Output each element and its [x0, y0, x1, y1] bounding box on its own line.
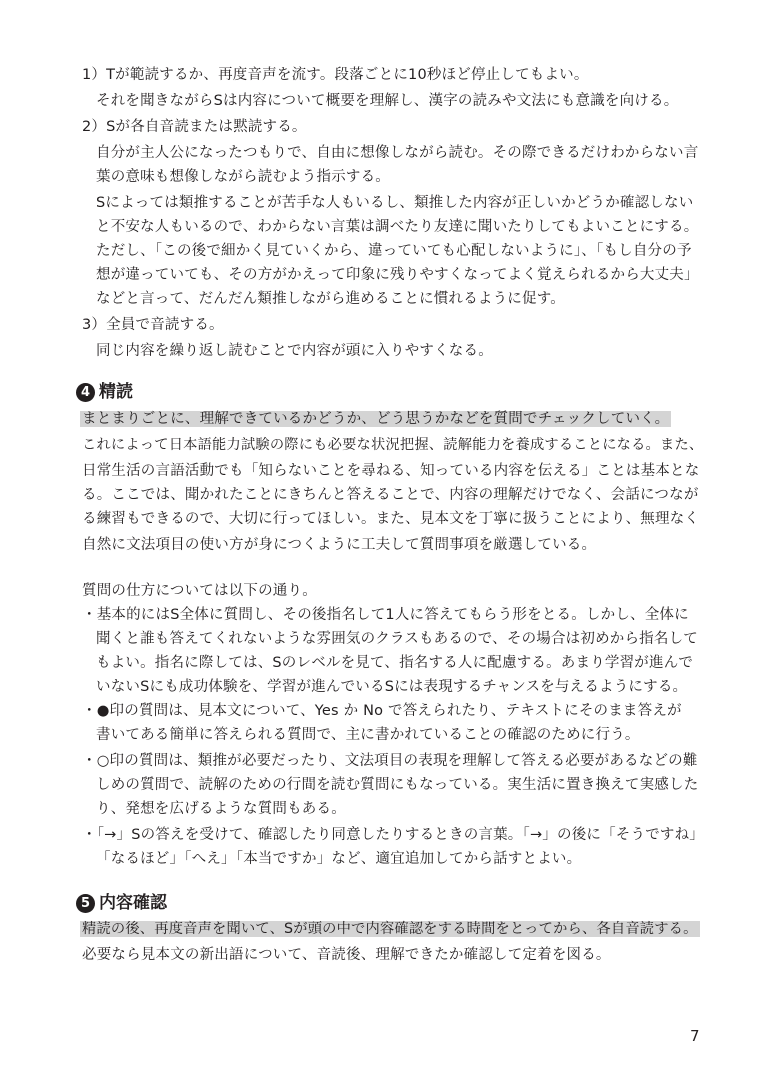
step3-detail: 同じ内容を繰り返し読むことで内容が頭に入りやすくなる。	[96, 343, 493, 359]
section4-highlight-line	[80, 408, 671, 430]
section5-highlight-line	[80, 918, 700, 940]
section4-title: 精読	[99, 382, 133, 402]
bullet3-line-1: ・○印の質問は、類推が必要だったり、文法項目の表現を理解して答える必要があるなどの難	[82, 753, 698, 769]
step2-detail-5: ただし、「この後で細かく見ていくから、違っていても心配しないように」、「もし自分の予	[96, 243, 692, 259]
section4-para-line-4: る練習もできるので、大切に行ってほしい。また、見本文を丁寧に扱うことにより、無理なく	[82, 511, 700, 527]
bullet2-line-2: 書いてある簡単に答えられる質問で、主に書かれていることの確認のために行う。	[96, 727, 640, 743]
section4-highlight: まとまりごとに、理解できているかどうか、どう思うかなどを質問でチェックしていく。	[82, 411, 670, 427]
section4-number-badge: 4	[76, 383, 95, 402]
section4-para-line-5: 自然に文法項目の使い方が身につくように工夫して質問事項を厳選している。	[82, 537, 597, 553]
section4-para-line-3: る。ここでは、聞かれたことにきちんと答えることで、内容の理解だけでなく、会話につなが	[82, 487, 699, 503]
section5-highlight: 精読の後、再度音声を聞いて、Sが頭の中で内容確認をする時間をとってから、各自音読する。	[82, 921, 698, 937]
step1-line: 1）Tが範読するか、再度音声を流す。段落ごとに10秒ほど停止してもよい。	[82, 67, 589, 83]
section5-number-badge: 5	[76, 894, 95, 913]
section5-para-line-1: 必要なら見本文の新出語について、音読後、理解できたか確認して定着を図る。	[82, 947, 611, 963]
page-number: 7	[690, 1027, 700, 1045]
bullet1-line-3: もよい。指名に際しては、Sのレベルを見て、指名する人に配慮する。あまり学習が進んで	[96, 655, 694, 671]
step2-line: 2）Sが各自音読または黙読する。	[82, 119, 307, 135]
step2-detail-7: などと言って、だんだん類推しながら進めることに慣れるように促す。	[96, 291, 565, 307]
step2-detail-6: 想が違っていても、その方がかえって印象に残りやすくなってよく覚えられるから大丈夫」	[96, 267, 699, 283]
bullet1-line-2: 聞くと誰も答えてくれないような雰囲気のクラスもあるので、その場合は初めから指名して	[96, 631, 698, 647]
bullet3-line-3: り、発想を広げるような質問もある。	[96, 801, 346, 817]
bullet3-line-2: しめの質問で、読解のための行間を読む質問にもなっている。実生活に置き換えて実感した	[96, 777, 699, 793]
section5-heading	[76, 892, 167, 914]
step2-detail-2: 葉の意味も想像しながら読むよう指示する。	[96, 169, 390, 185]
section4-heading	[76, 381, 133, 403]
bullet1-line-4: いないSにも成功体験を、学習が進んでいるSには表現するチャンスを与えるようにする。	[96, 679, 688, 695]
section4-para-line-1: これによって日本語能力試験の際にも必要な状況把握、読解能力を養成することになる。また、	[82, 437, 704, 453]
bullet2-line-1: ・●印の質問は、見本文について、Yes か No で答えられたり、テキストにそのまま答えが	[82, 703, 682, 719]
question-method-intro: 質問の仕方については以下の通り。	[82, 583, 317, 599]
bullet1-line-1: ・基本的にはS全体に質問し、その後指名して1人に答えてもらう形をとる。しかし、全体に	[82, 607, 689, 623]
section4-para-line-2: 日常生活の言語活動でも「知らないことを尋ねる、知っている内容を伝える」ことは基本とな	[82, 463, 700, 479]
step1-detail: それを聞きながらSは内容について概要を理解し、漢字の読みや文法にも意識を向ける。	[96, 93, 679, 109]
step2-detail-1: 自分が主人公になったつもりで、自由に想像しながら読む。その際できるだけわからない言	[96, 145, 699, 161]
step2-detail-4: と不安な人もいるので、わからない言葉は調べたり友達に聞いたりしてもよいことにする。	[96, 219, 699, 235]
bullet4-line-1: ・「→」Sの答えを受けて、確認したり同意したりするときの言葉。「→」の後に「そうですね」	[82, 827, 705, 843]
bullet4-line-2: 「なるほど」「へえ」「本当ですか」など、適宜追加してから話すとよい。	[96, 851, 582, 867]
step2-detail-3: Sによっては類推することが苦手な人もいるし、類推した内容が正しいかどうか確認しない	[96, 195, 694, 211]
step3-line: 3）全員で音読する。	[82, 317, 224, 333]
section5-title: 内容確認	[99, 893, 167, 913]
